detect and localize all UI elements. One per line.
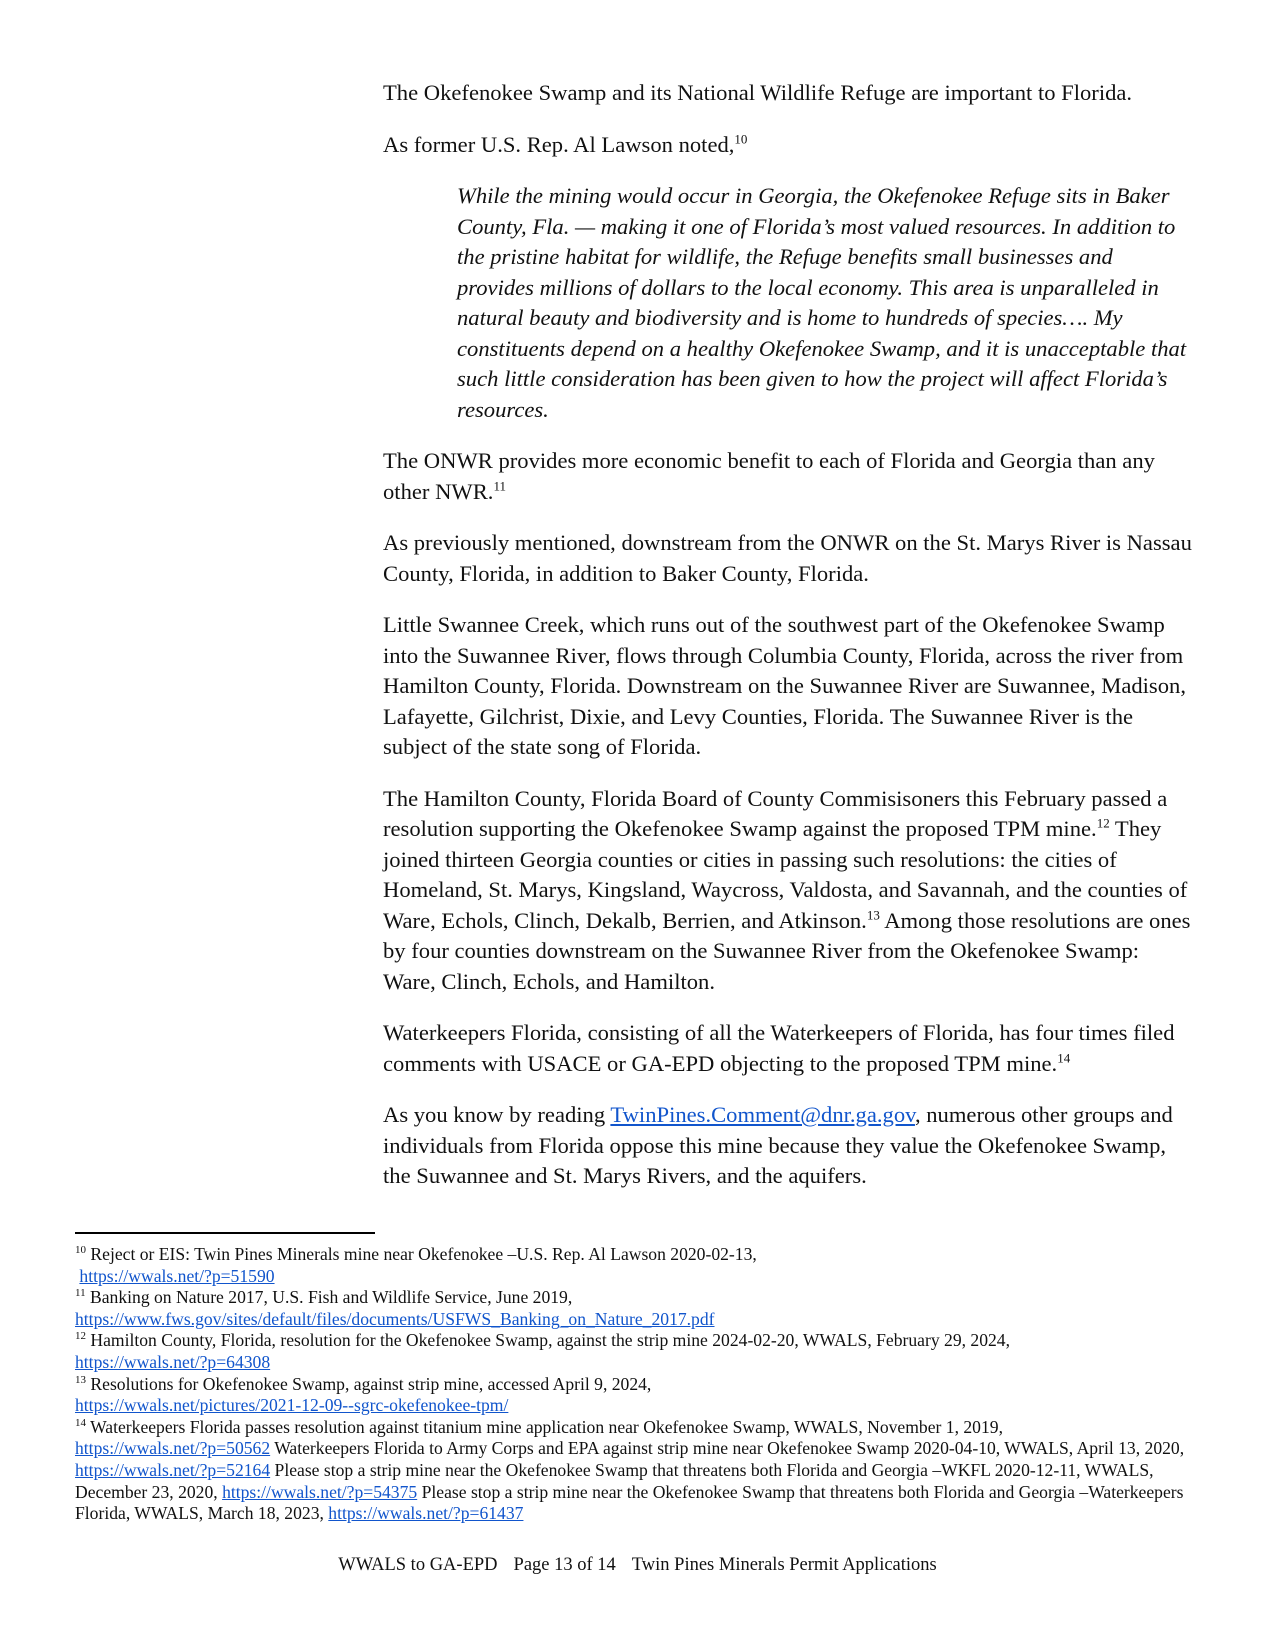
paragraph-7-text: Waterkeepers Florida, consisting of all the Waterkeepers of Florida, has four times filed comments with USACE or GA-EPD objecting to the proposed TPM mine. xyxy=(383,1020,1175,1076)
paragraph-2-text: As former U.S. Rep. Al Lawson noted, xyxy=(383,131,735,157)
footnote-number: 11 xyxy=(75,1287,86,1300)
paragraph-1: The Okefenokee Swamp and its National Wildlife Refuge are important to Florida. xyxy=(383,80,1133,105)
footnote-14-link-3[interactable]: https://wwals.net/?p=54375 xyxy=(222,1481,418,1502)
footnote-14 xyxy=(75,1417,1200,1525)
footnote-ref-10: 10 xyxy=(734,130,748,146)
footnote-text: Waterkeepers Florida to Army Corps and EPA against strip mine near Okefenokee Swamp 2020-04-10, WWALS, April 13, 2020, xyxy=(270,1438,1185,1459)
footnote-number: 13 xyxy=(75,1373,86,1386)
footer-left: WWALS to GA-EPD xyxy=(338,1555,498,1575)
footnote-10 xyxy=(75,1244,1200,1287)
footnote-ref-14: 14 xyxy=(1057,1049,1071,1065)
paragraph-6 xyxy=(383,784,1193,998)
footnote-text: Please stop a strip mine near the Okefenokee Swamp that threatens both Florida and Georgia –Waterkeepers Florida, WWALS, March 18, 2023, xyxy=(75,1481,1184,1524)
footnote-11 xyxy=(75,1287,1200,1330)
paragraph-8-after: , numerous other groups and individuals from Florida oppose this mine because they value the Okefenokee Swamp, the Suwannee and St. Marys Rivers, and the aquifers. xyxy=(383,1102,1173,1188)
footnote-ref-12: 12 xyxy=(1096,815,1110,831)
document-body xyxy=(383,78,1193,1213)
footnote-14-link-2[interactable]: https://wwals.net/?p=52164 xyxy=(75,1459,271,1480)
footnote-12 xyxy=(75,1330,1200,1373)
footnote-10-link[interactable]: https://wwals.net/?p=51590 xyxy=(79,1265,275,1286)
page-number: Page 13 of 14 xyxy=(513,1555,616,1575)
footnote-ref-11: 11 xyxy=(493,477,506,493)
paragraph-6-part-c: Among those resolutions are ones by four counties downstream on the Suwannee River from the Okefenokee Swamp: Ware, Clinch, Echols, and Hamilton. xyxy=(383,907,1191,994)
paragraph-5: Little Swannee Creek, which runs out of the southwest part of the Okefenokee Swamp into the Suwannee River, flows through Columbia County, Florida, across the river from Hamilton County, Florida. Downstream on the Suwannee River are Suwannee, Madison, Lafayette, Gilchrist, Dixie, and Levy Counties, Florida. The Suwannee River is the subject of the state song of Florida. xyxy=(383,612,1186,759)
footnote-13-link[interactable]: https://wwals.net/pictures/2021-12-09--sgrc-okefenokee-tpm/ xyxy=(75,1395,509,1416)
footnote-ref-13: 13 xyxy=(866,906,880,922)
paragraph-4: As previously mentioned, downstream from the ONWR on the St. Marys River is Nassau County, Florida, in addition to Baker County, Florida. xyxy=(383,530,1192,586)
paragraph-8 xyxy=(383,1100,1193,1192)
footnote-13 xyxy=(75,1374,1200,1417)
footnote-separator xyxy=(75,1232,375,1234)
paragraph-8-before: As you know by reading xyxy=(383,1102,611,1127)
paragraph-3 xyxy=(383,446,1193,507)
footnote-14-link-4[interactable]: https://wwals.net/?p=61437 xyxy=(328,1503,524,1524)
paragraph-2 xyxy=(383,130,1193,161)
footnotes xyxy=(75,1244,1200,1525)
footnote-text: Reject or EIS: Twin Pines Minerals mine near Okefenokee –U.S. Rep. Al Lawson 2020-02-13, xyxy=(86,1244,757,1264)
footnote-text: Banking on Nature 2017, U.S. Fish and Wildlife Service, June 2019, xyxy=(85,1287,573,1308)
footnote-number: 14 xyxy=(75,1416,86,1429)
footnote-number: 12 xyxy=(75,1330,86,1343)
email-link[interactable]: TwinPines.Comment@dnr.ga.gov xyxy=(610,1102,915,1127)
footnote-text: Hamilton County, Florida, resolution for the Okefenokee Swamp, against the strip mine 2024-02-20, WWALS, February 29, 2024, xyxy=(86,1330,1011,1351)
footnote-text: Please stop a strip mine near the Okefenokee Swamp that threatens both Florida and Georgia –WKFL 2020-12-11, WWALS, December 23, 2020, xyxy=(75,1459,1154,1502)
page-footer xyxy=(0,1553,1275,1577)
footnote-number: 10 xyxy=(75,1244,86,1257)
block-quote: While the mining would occur in Georgia, the Okefenokee Refuge sits in Baker County, Fla. — making it one of Florida’s most valued resources. In addition to the pristine habitat for wildlife, the Refuge benefits small businesses and provides millions of dollars to the local economy. This area is unparalleled in natural beauty and biodiversity and is home to hundreds of species…. My constituents depend on a healthy Okefenokee Swamp, and it is unacceptable that such little consideration has been given to how the project will affect Florida’s resources. xyxy=(457,183,1187,422)
footnote-text: Waterkeepers Florida passes resolution against titanium mine application near Okefenokee Swamp, WWALS, November 1, 2019, xyxy=(86,1416,1003,1437)
footnote-12-link[interactable]: https://wwals.net/?p=64308 xyxy=(75,1351,271,1372)
paragraph-3-text: The ONWR provides more economic benefit to each of Florida and Georgia than any other NWR. xyxy=(383,448,1155,504)
paragraph-6-part-a: The Hamilton County, Florida Board of County Commisisoners this February passed a resolution supporting the Okefenokee Swamp against the proposed TPM mine. xyxy=(383,785,1168,841)
footnote-11-link[interactable]: https://www.fws.gov/sites/default/files/documents/USFWS_Banking_on_Nature_2017.pdf xyxy=(75,1308,715,1329)
footnote-14-link-1[interactable]: https://wwals.net/?p=50562 xyxy=(75,1438,271,1459)
footnote-text: Resolutions for Okefenokee Swamp, against strip mine, accessed April 9, 2024, xyxy=(86,1373,652,1394)
paragraph-6-part-b: They joined thirteen Georgia counties or cities in passing such resolutions: the cities of Homeland, St. Marys, Kingsland, Waycross, Valdosta, and Savannah, and the counties of Ware, Echols, Clinch, Dekalb, Berrien, and Atkinson. xyxy=(383,816,1188,933)
footer-right: Twin Pines Minerals Permit Applications xyxy=(631,1555,937,1575)
paragraph-7 xyxy=(383,1018,1193,1079)
